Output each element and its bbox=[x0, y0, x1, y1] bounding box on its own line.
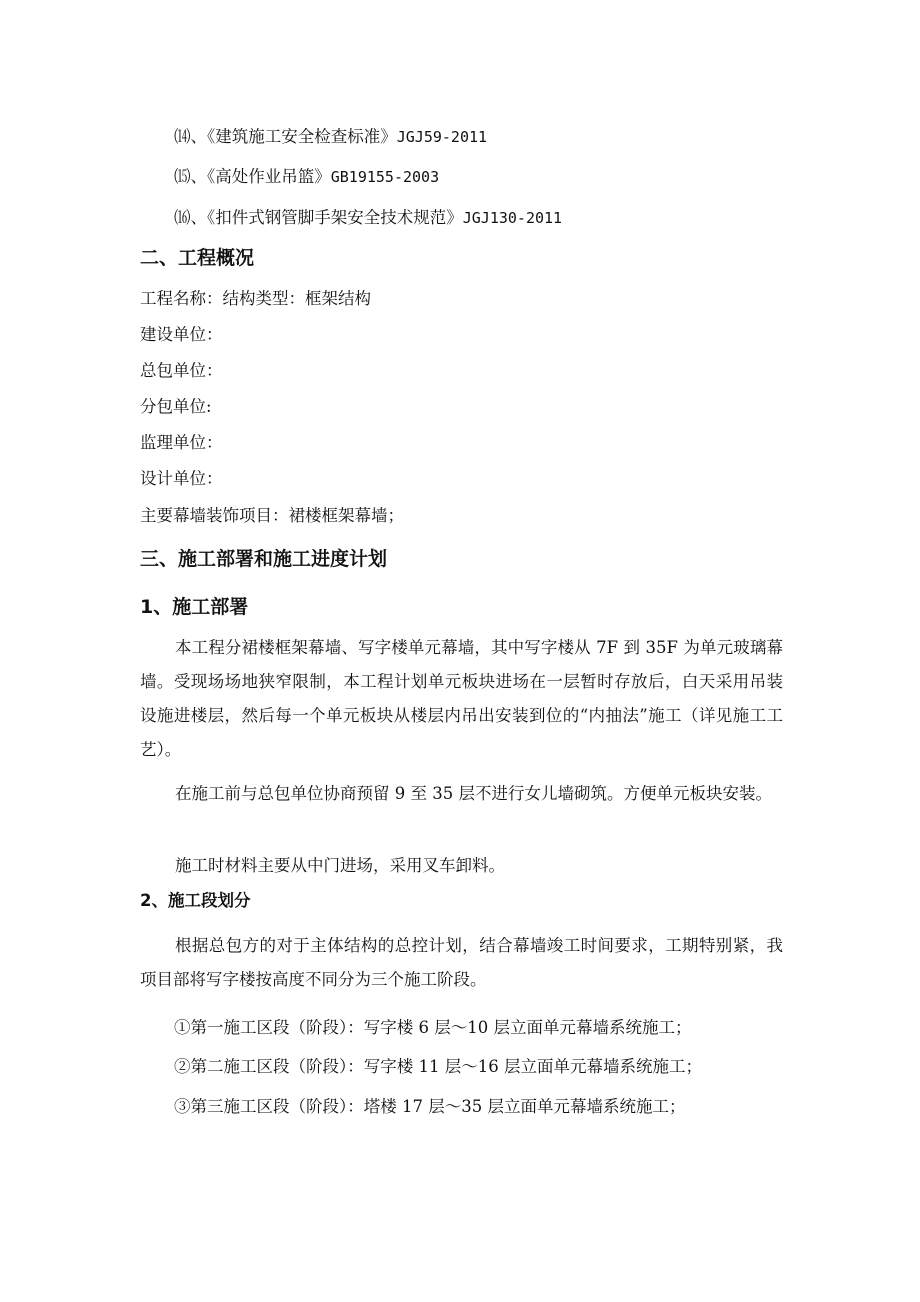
project-field: 工程名称：结构类型：框架结构 bbox=[140, 289, 371, 308]
section-heading-deployment-schedule: 三、施工部署和施工进度计划 bbox=[140, 548, 388, 570]
stage-item: ①第一施工区段（阶段）：写字楼 6 层～10 层立面单元幕墙系统施工； bbox=[174, 1018, 692, 1037]
paragraph-parapet: 在施工前与总包单位协商预留 9 至 35 层不进行女儿墙砌筑。方便单元板块安装。 bbox=[175, 784, 772, 803]
reference-item bbox=[174, 166, 439, 188]
project-field: 监理单位： bbox=[140, 433, 223, 452]
project-field: 设计单位： bbox=[140, 469, 223, 488]
stage-item: ②第二施工区段（阶段）：写字楼 11 层～16 层立面单元幕墙系统施工； bbox=[174, 1057, 702, 1076]
reference-code: JGJ59-2011 bbox=[396, 128, 488, 146]
paragraph-material-entry: 施工时材料主要从中门进场，采用叉车卸料。 bbox=[175, 856, 505, 875]
project-field: 总包单位： bbox=[140, 361, 223, 380]
reference-number: ⒂ bbox=[174, 167, 191, 186]
project-field: 分包单位: bbox=[140, 397, 212, 416]
project-field: 建设单位： bbox=[140, 325, 223, 344]
reference-title: 、《建筑施工安全检查标准》 bbox=[190, 127, 397, 146]
reference-item bbox=[174, 126, 487, 148]
reference-number: ⒃ bbox=[174, 208, 191, 227]
project-field: 主要幕墙装饰项目：裙楼框架幕墙； bbox=[140, 506, 404, 525]
reference-code: GB19155-2003 bbox=[330, 168, 440, 186]
reference-item bbox=[174, 207, 562, 229]
paragraph-deployment: 本工程分裙楼框架幕墙、写字楼单元幕墙，其中写字楼从 7F 到 35F 为单元玻璃幕墙。受现场场地狭窄限制，本工程计划单元板块进场在一层暂时存放后，白天采用吊装设施进楼层，然后每一个单元板块从楼层内吊出安装到位的“内抽法”施工（详见施工工艺）。 bbox=[140, 638, 783, 759]
stage-item: ③第三施工区段（阶段）：塔楼 17 层～35 层立面单元幕墙系统施工； bbox=[174, 1097, 686, 1116]
reference-title: 、《高处作业吊篮》 bbox=[190, 167, 331, 186]
paragraph-stage-division: 根据总包方的对于主体结构的总控计划，结合幕墙竣工时间要求，工期特别紧，我项目部将写字楼按高度不同分为三个施工阶段。 bbox=[140, 936, 783, 989]
section-heading-project-overview: 二、工程概况 bbox=[140, 247, 255, 269]
reference-code: JGJ130-2011 bbox=[462, 209, 563, 227]
reference-title: 、《扣件式钢管脚手架安全技术规范》 bbox=[190, 208, 463, 227]
subsection-heading-stage-division: 2、施工段划分 bbox=[140, 891, 251, 910]
reference-number: ⒁ bbox=[174, 127, 191, 146]
subsection-heading-deployment: 1、施工部署 bbox=[140, 596, 249, 618]
